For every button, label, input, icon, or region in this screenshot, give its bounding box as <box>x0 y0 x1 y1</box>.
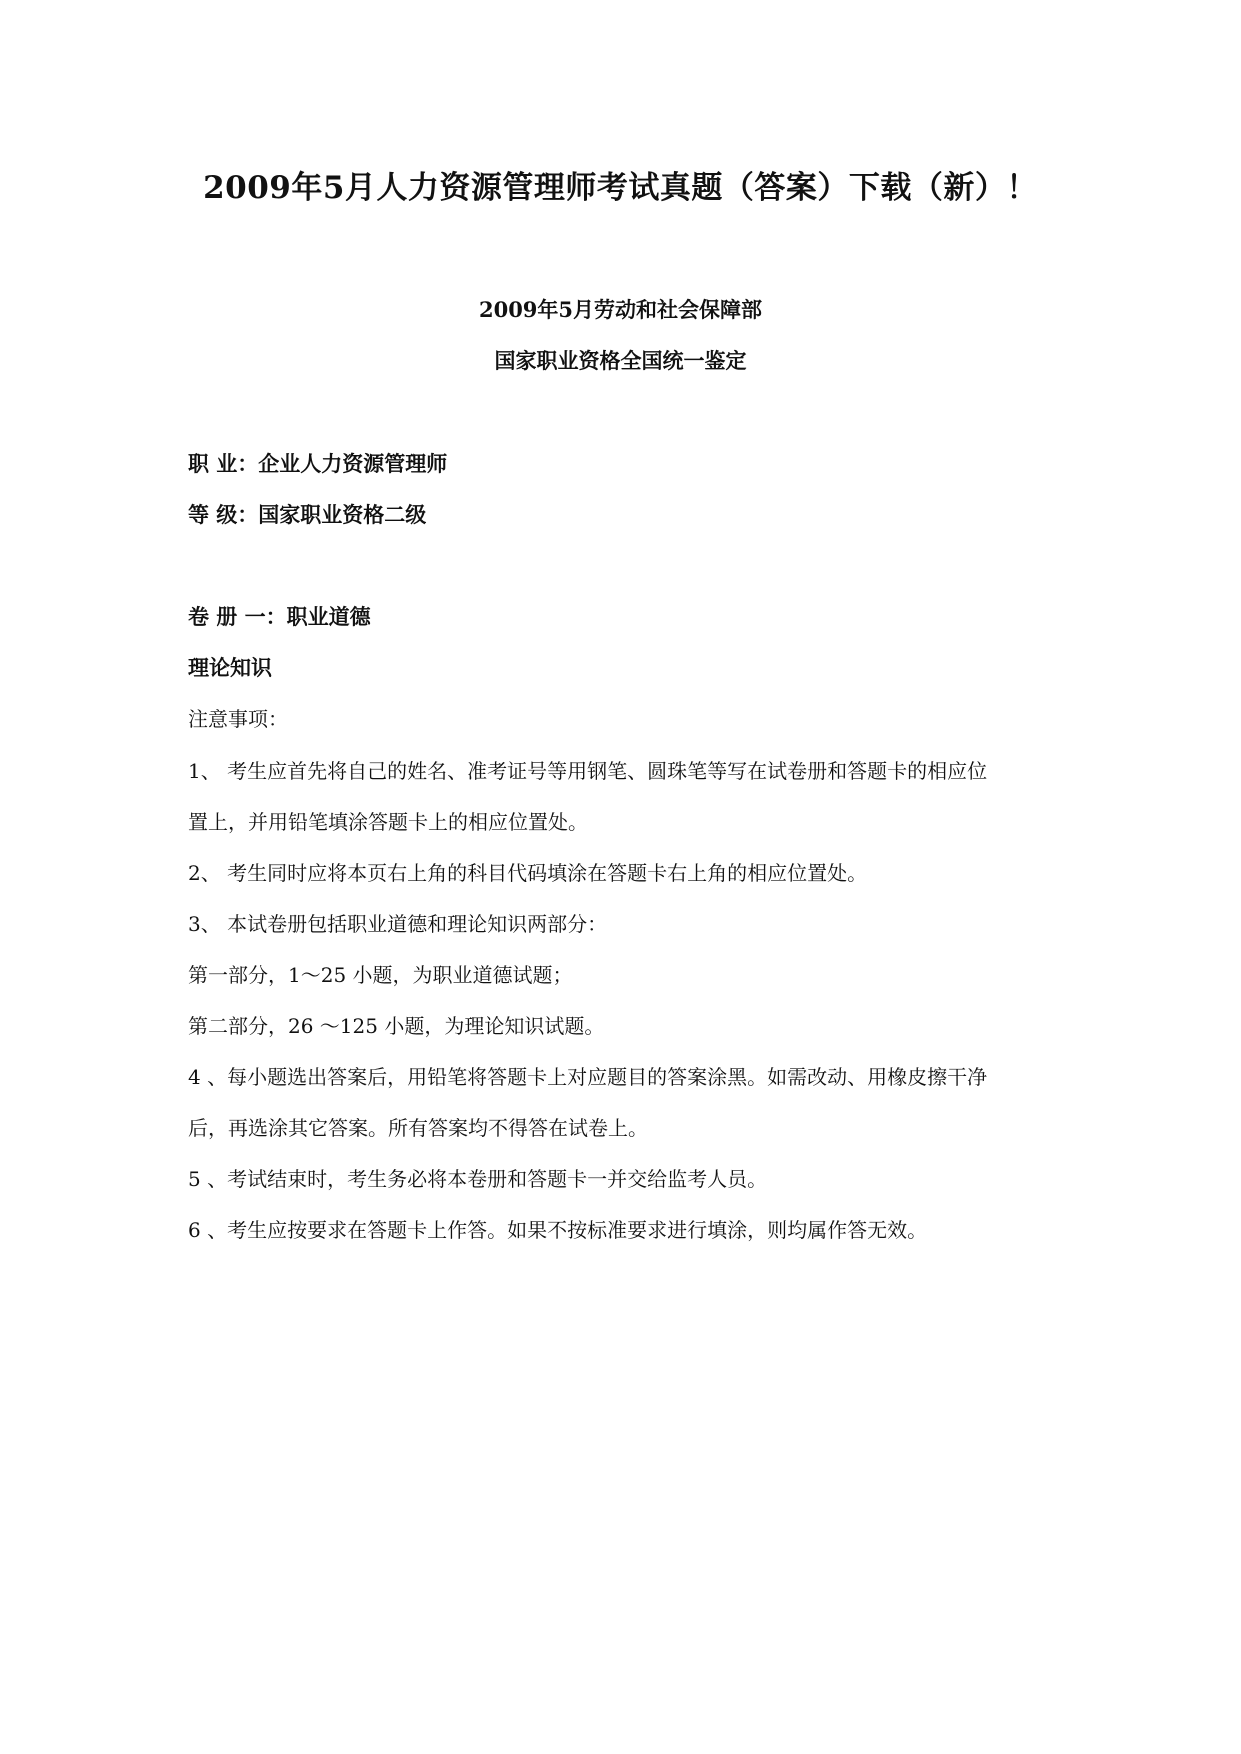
section-heading: 理论知识 <box>188 655 272 680</box>
notice-line: 后，再选涂其它答案。所有答案均不得答在试卷上。 <box>188 1116 648 1140</box>
notice-line: 2、 考生同时应将本页右上角的科目代码填涂在答题卡右上角的相应位置处。 <box>188 861 868 885</box>
notice-line: 5 、考试结束时，考生务必将本卷册和答题卡一并交给监考人员。 <box>188 1167 768 1191</box>
exam-name-line: 国家职业资格全国统一鉴定 <box>494 348 747 373</box>
notice-line: 置上，并用铅笔填涂答题卡上的相应位置处。 <box>188 810 588 834</box>
occupation-line: 职 业：企业人力资源管理师 <box>188 451 448 476</box>
document-title: 2009年5月人力资源管理师考试真题（答案）下载（新）！ <box>203 170 1038 206</box>
notice-line: 1、 考生应首先将自己的姓名、准考证号等用钢笔、圆珠笔等写在试卷册和答题卡的相应位 <box>188 759 988 783</box>
notice-line: 3、 本试卷册包括职业道德和理论知识两部分： <box>188 912 608 936</box>
notice-line: 第一部分，1～25 小题，为职业道德试题； <box>188 963 573 987</box>
volume-line: 卷 册 一：职业道德 <box>188 604 371 629</box>
notice-heading: 注意事项： <box>188 707 288 731</box>
level-line: 等 级：国家职业资格二级 <box>188 502 427 527</box>
notice-line: 6 、考生应按要求在答题卡上作答。如果不按标准要求进行填涂，则均属作答无效。 <box>188 1218 928 1242</box>
notice-line: 4 、每小题选出答案后，用铅笔将答题卡上对应题目的答案涂黑。如需改动、用橡皮擦干净 <box>188 1065 988 1089</box>
issuer-line: 2009年5月劳动和社会保障部 <box>478 297 763 322</box>
notice-line: 第二部分，26 ～125 小题，为理论知识试题。 <box>188 1014 605 1038</box>
